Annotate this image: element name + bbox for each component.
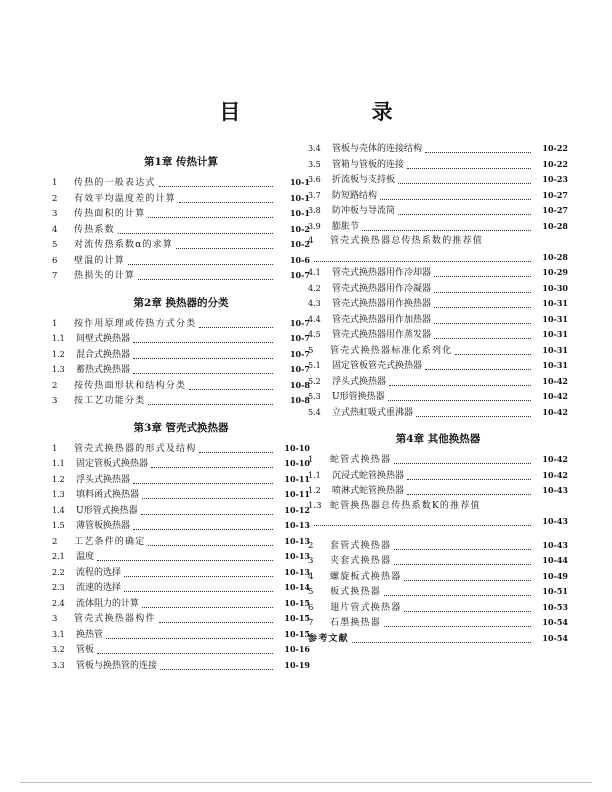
toc-entry-page: 10-1 <box>289 192 310 203</box>
dot-leader <box>176 240 273 249</box>
toc-entry[interactable] <box>52 549 310 565</box>
dot-leader <box>97 552 273 561</box>
toc-entry-page: 10-30 <box>542 282 568 293</box>
toc-entry-label: 流体阻力的计算 <box>76 598 140 609</box>
toc-entry-label: 对流传热系数α的求算 <box>74 240 174 250</box>
toc-entry-number: 3.1 <box>52 629 65 639</box>
toc-entry-page: 10-43 <box>542 485 568 495</box>
toc-entry-label: 壁温的计算 <box>74 255 126 266</box>
dot-leader <box>106 630 273 639</box>
toc-entry-page: 10-42 <box>542 406 568 417</box>
toc-entry-page: 10-13 <box>284 566 310 577</box>
toc-entry-label: 固定管板式换热器 <box>76 459 149 469</box>
toc-entry-label: 传热系数 <box>74 224 115 235</box>
toc-entry-page: 10-8 <box>289 379 310 390</box>
toc-entry-number: 1.3 <box>52 490 65 499</box>
toc-entry-page: 10-23 <box>542 174 568 184</box>
toc-entry-number: 5 <box>308 345 314 356</box>
toc-entry-page: 10-31 <box>542 313 568 324</box>
dot-leader <box>314 253 531 262</box>
dot-leader <box>142 599 273 608</box>
toc-entry-label: 管壳式换热器用作冷却器 <box>332 268 432 278</box>
toc-entry-number: 2 <box>52 380 58 391</box>
toc-entry-label: 套管式换热器 <box>330 540 392 551</box>
toc-entry[interactable] <box>52 175 310 191</box>
dot-leader <box>434 330 531 339</box>
chapter-heading[interactable]: 第1章 传热计算 <box>144 156 218 168</box>
toc-entry-page: 10-7 <box>289 364 310 374</box>
toc-entry-label: 夹套式换热器 <box>330 556 392 566</box>
toc-entry-page: 10-10 <box>284 442 310 453</box>
toc-entry-label: 蛇管换热器总传热系数K的推荐值 <box>330 500 481 511</box>
toc-entry[interactable] <box>308 483 568 499</box>
toc-entry[interactable] <box>52 268 310 284</box>
toc-entry[interactable] <box>52 393 310 409</box>
toc-entry[interactable] <box>52 222 310 238</box>
toc-entry-label: 沉浸式蛇管换热器 <box>332 470 405 481</box>
toc-entry[interactable] <box>52 596 310 612</box>
toc-entry-page: 10-42 <box>542 454 568 464</box>
toc-entry-label: 管壳式换热器用作换热器 <box>332 299 432 309</box>
toc-entry-number: 3 <box>52 614 58 624</box>
toc-entry-page: 10-54 <box>542 617 568 627</box>
toc-entry-number: 4.1 <box>308 268 321 277</box>
toc-left-column <box>52 143 310 673</box>
toc-entry-label: 管壳式换热器用作蒸发器 <box>332 330 432 340</box>
toc-entry[interactable] <box>52 191 310 207</box>
toc-entry[interactable] <box>52 472 310 488</box>
toc-entry-number: 5.4 <box>308 407 321 417</box>
toc-entry-number: 2.4 <box>52 598 65 608</box>
toc-entry-label: 传热的一般表达式 <box>74 178 156 188</box>
toc-entry-label: 管板与换热管的连接 <box>76 660 158 671</box>
toc-entry[interactable] <box>52 565 310 581</box>
toc-entry[interactable] <box>52 253 310 269</box>
toc-entry[interactable] <box>52 206 310 222</box>
dot-leader <box>384 587 531 596</box>
toc-entry-page: 10-27 <box>542 205 568 215</box>
toc-entry-number: 5 <box>52 240 58 250</box>
toc-entry-page: 10-31 <box>542 360 568 370</box>
toc-entry[interactable] <box>308 374 568 390</box>
toc-entry-number: 3 <box>52 209 58 219</box>
toc-entry-label: 石墨换热器 <box>330 618 382 628</box>
toc-entry-page: 10-13 <box>284 551 310 561</box>
toc-entry-number: 3.6 <box>308 175 321 184</box>
toc-entry-label: 膨胀节 <box>332 221 360 232</box>
toc-entry-page: 10-8 <box>289 395 310 405</box>
dot-leader <box>133 475 273 484</box>
toc-entry[interactable] <box>52 580 310 596</box>
dot-leader <box>404 603 531 612</box>
toc-entry-label: 温度 <box>76 552 95 562</box>
dot-leader <box>138 271 273 280</box>
toc-entry-number: 5.1 <box>308 361 321 370</box>
toc-entry-label: 管板与壳体的连接结构 <box>332 144 423 154</box>
toc-entry-number: 1 <box>308 455 314 465</box>
toc-entry-number: 4 <box>308 236 314 246</box>
toc-entry-page: 10-44 <box>542 555 568 565</box>
toc-entry-number: 1.1 <box>52 459 65 468</box>
toc-entry-label: 换热管 <box>76 629 104 640</box>
toc-entry-page: 10-22 <box>542 158 568 169</box>
toc-entry[interactable] <box>308 265 568 281</box>
toc-entry-number: 1 <box>52 443 58 454</box>
toc-entry-continuation <box>308 250 568 266</box>
toc-entry[interactable] <box>52 487 310 503</box>
dot-leader <box>141 506 273 515</box>
toc-entry-page: 10-27 <box>542 189 568 200</box>
toc-entry-number: 1 <box>52 318 58 329</box>
toc-entry-label: 混合式换热器 <box>76 349 131 360</box>
dot-leader <box>199 444 273 453</box>
dot-leader <box>425 144 531 153</box>
toc-entry-number: 3 <box>52 396 58 406</box>
toc-entry-number: 4.4 <box>308 314 321 324</box>
dot-leader <box>407 471 531 480</box>
toc-entry[interactable] <box>52 456 310 472</box>
toc-entry-continuation <box>308 514 568 530</box>
toc-entry[interactable] <box>308 296 568 312</box>
toc-entry-number: 4.2 <box>308 283 321 293</box>
toc-entry-label: 管壳式换热器构件 <box>74 614 156 624</box>
toc-entry[interactable] <box>308 499 568 515</box>
toc-entry-number: 2 <box>52 193 58 204</box>
toc-entry[interactable] <box>308 358 568 374</box>
toc-entry-page: 10-2 <box>289 239 310 249</box>
dot-leader <box>97 645 273 654</box>
dot-leader <box>362 222 531 231</box>
toc-entry-label: U形管换热器 <box>332 392 385 402</box>
dot-leader <box>189 381 273 390</box>
toc-entry-number: 3 <box>308 556 314 566</box>
toc-entry-number: 5.2 <box>308 376 321 386</box>
toc-entry-page: 10-14 <box>284 582 310 592</box>
toc-entry-page: 10-22 <box>542 143 568 153</box>
references-label: 参考文献 <box>308 633 349 644</box>
dot-leader <box>148 209 273 218</box>
toc-entry-page: 10-53 <box>542 601 568 612</box>
toc-entry-page: 10-42 <box>542 375 568 386</box>
toc-entry[interactable] <box>52 503 310 519</box>
dot-leader <box>148 396 273 405</box>
dot-leader <box>133 334 273 343</box>
toc-entry-page: 10-31 <box>542 298 568 308</box>
toc-entry-label: 蛇管式换热器 <box>330 455 392 465</box>
toc-entry-label: 热损失的计算 <box>74 271 136 281</box>
toc-entry[interactable] <box>308 172 568 188</box>
toc-entry-label: 喷淋式蛇管换热器 <box>332 486 405 496</box>
toc-entry-page: 10-7 <box>289 333 310 343</box>
dot-leader <box>388 392 531 401</box>
toc-entry-page: 10-28 <box>542 251 568 262</box>
toc-entry-number: 5 <box>308 587 314 597</box>
dot-leader <box>455 346 531 355</box>
dot-leader <box>394 455 531 464</box>
toc-entry-number: 4 <box>52 224 58 235</box>
toc-entry[interactable] <box>308 468 568 484</box>
toc-entry-number: 6 <box>52 255 58 266</box>
toc-entry[interactable] <box>52 378 310 394</box>
toc-entry[interactable] <box>52 534 310 550</box>
dot-leader <box>416 408 531 417</box>
toc-entry-number: 4.3 <box>308 299 321 308</box>
toc-entry[interactable] <box>52 642 310 658</box>
spacer <box>308 530 568 538</box>
toc-entry-number: 1 <box>52 178 58 188</box>
toc-entry[interactable] <box>52 347 310 363</box>
toc-entry[interactable] <box>308 188 568 204</box>
toc-entry-label: 管壳式换热器总传热系数的推荐值 <box>330 236 484 246</box>
toc-entry-page: 10-42 <box>542 469 568 480</box>
toc-entry-page: 10-11 <box>284 473 310 484</box>
toc-entry[interactable] <box>308 569 568 585</box>
toc-entry-page: 10-49 <box>542 570 568 581</box>
toc-entry[interactable] <box>52 611 310 627</box>
dot-leader <box>434 268 531 277</box>
toc-entry-number: 6 <box>308 602 314 613</box>
dot-leader <box>398 206 531 215</box>
dot-leader <box>434 284 531 293</box>
toc-entry-number: 5.3 <box>308 392 321 401</box>
dot-leader <box>407 160 531 169</box>
toc-entry-label: 传热面积的计算 <box>74 209 146 219</box>
toc-entry-page: 10-1 <box>289 177 310 187</box>
dot-leader <box>434 315 531 324</box>
toc-entry-page: 10-2 <box>289 223 310 234</box>
dot-leader <box>133 365 273 374</box>
toc-entry[interactable] <box>308 389 568 405</box>
toc-entry-label: 板式换热器 <box>330 587 382 597</box>
dot-leader <box>128 256 273 265</box>
toc-entry-page: 10-28 <box>542 220 568 231</box>
toc-entry-label: 管壳式换热器标准化系列化 <box>330 345 453 356</box>
toc-entry-label: 浮头式换热器 <box>76 474 131 485</box>
dot-leader <box>124 568 273 577</box>
dot-leader <box>133 350 273 359</box>
toc-entry[interactable] <box>52 627 310 643</box>
toc-entry-page: 10-1 <box>289 208 310 218</box>
toc-entry-page: 10-12 <box>284 504 310 515</box>
toc-entry-number: 1.1 <box>52 334 65 343</box>
dot-leader <box>404 572 531 581</box>
toc-entry-page: 10-13 <box>284 520 310 530</box>
toc-entry-number: 1.5 <box>52 521 65 530</box>
toc-entry-page: 10-42 <box>542 391 568 401</box>
toc-entry-page: 10-31 <box>542 344 568 355</box>
toc-entry-number: 2 <box>52 536 58 547</box>
toc-entry-label: 流程的选择 <box>76 567 122 578</box>
toc-entry-page: 10-15 <box>284 613 310 623</box>
toc-entry-label: 填料函式换热器 <box>76 490 140 500</box>
toc-entry-label: 间壁式换热器 <box>76 334 131 344</box>
toc-entry-label: U形管式换热器 <box>76 505 138 516</box>
toc-entry[interactable] <box>308 203 568 219</box>
toc-entry-page: 10-43 <box>542 539 568 550</box>
toc-entry-number: 4.5 <box>308 330 321 339</box>
toc-entry[interactable] <box>308 615 568 631</box>
toc-entry-label: 管壳式换热器用作冷凝器 <box>332 283 432 294</box>
toc-entry-number: 3.8 <box>308 206 321 215</box>
toc-entry[interactable] <box>308 157 568 173</box>
dot-leader <box>179 194 273 203</box>
toc-entry-label: 防冲板与导流筒 <box>332 206 396 216</box>
toc-entry-page: 10-15 <box>284 628 310 639</box>
dot-leader <box>133 521 273 530</box>
page-bottom-rule <box>20 782 592 783</box>
references-entry[interactable] <box>308 631 568 647</box>
toc-entry[interactable] <box>308 312 568 328</box>
dot-leader <box>199 319 273 328</box>
toc-entry-number: 1.3 <box>52 365 65 374</box>
toc-entry-label: 按作用原理或传热方式分类 <box>74 318 197 329</box>
toc-entry-label: 薄管板换热器 <box>76 521 131 531</box>
toc-entry-number: 1.1 <box>308 470 321 480</box>
toc-entry-label: 折流板与支持板 <box>332 175 396 185</box>
toc-entry[interactable] <box>308 452 568 468</box>
toc-entry-label: 管壳式换热器用作加热器 <box>332 314 432 325</box>
dot-leader <box>124 583 273 592</box>
toc-entry[interactable] <box>308 538 568 554</box>
toc-entry[interactable] <box>308 281 568 297</box>
toc-entry[interactable] <box>308 584 568 600</box>
dot-leader <box>394 541 531 550</box>
toc-entry[interactable] <box>52 441 310 457</box>
toc-entry-number: 2.2 <box>52 567 65 577</box>
toc-entry-number: 3.3 <box>52 660 65 670</box>
toc-entry[interactable] <box>52 316 310 332</box>
chapter-heading[interactable]: 第4章 其他换热器 <box>395 433 481 445</box>
toc-entry-label: 浮头式换热器 <box>332 376 387 387</box>
toc-entry-number: 2 <box>308 540 314 551</box>
toc-entry-label: 翅片管式换热器 <box>330 602 402 613</box>
toc-entry-label: 管板 <box>76 645 95 655</box>
toc-entry-number: 3.5 <box>308 159 321 169</box>
chapter-heading[interactable]: 第2章 换热器的分类 <box>133 296 229 309</box>
toc-entry-number: 2.3 <box>52 583 65 592</box>
toc-entry-page: 10-10 <box>284 458 310 468</box>
toc-entry[interactable] <box>308 600 568 616</box>
dot-leader <box>118 225 273 234</box>
toc-entry-page: 10-29 <box>542 267 568 277</box>
toc-entry-label: 工艺条件的确定 <box>74 536 146 547</box>
dot-leader <box>159 178 273 187</box>
toc-entry-page: 10-16 <box>284 644 310 654</box>
toc-entry-label: 按工艺功能分类 <box>74 396 146 406</box>
toc-entry-number: 1.4 <box>52 505 65 515</box>
toc-entry-page: 10-15 <box>284 597 310 608</box>
dot-leader <box>380 191 531 200</box>
dot-leader <box>398 175 531 184</box>
toc-entry-number: 7 <box>52 271 58 281</box>
toc-entry[interactable] <box>308 327 568 343</box>
toc-entry-label: 管箱与管板的连接 <box>332 159 405 170</box>
toc-entry-label: 管壳式换热器的形式及结构 <box>74 443 197 454</box>
toc-entry-page: 10-7 <box>289 270 310 280</box>
toc-entry-label: 立式热虹吸式重沸器 <box>332 407 414 418</box>
toc-entry-label: 流速的选择 <box>76 583 122 593</box>
dot-leader <box>160 661 273 670</box>
toc-entry-page: 10-13 <box>284 535 310 546</box>
toc-entry-page: 10-43 <box>542 516 568 526</box>
dot-leader <box>314 517 531 526</box>
toc-entry[interactable] <box>52 518 310 534</box>
dot-leader <box>159 614 273 623</box>
toc-entry-number: 1.2 <box>52 474 65 484</box>
toc-entry-page: 10-11 <box>284 489 310 499</box>
toc-entry[interactable] <box>52 362 310 378</box>
toc-entry-number: 1.2 <box>52 349 65 359</box>
toc-entry-page: 10-6 <box>289 254 310 265</box>
toc-entry[interactable] <box>308 343 568 359</box>
dot-leader <box>434 299 531 308</box>
dot-leader <box>352 634 531 643</box>
toc-entry[interactable] <box>52 237 310 253</box>
dot-leader <box>407 486 531 495</box>
toc-entry-label: 按传热面形状和结构分类 <box>74 380 187 391</box>
toc-entry-number: 3.4 <box>308 144 321 153</box>
toc-entry-page: 10-7 <box>289 348 310 359</box>
dot-leader <box>148 537 273 546</box>
toc-entry[interactable] <box>308 234 568 250</box>
toc-entry-number: 3.2 <box>52 645 65 654</box>
toc-entry-page: 10-51 <box>542 586 568 596</box>
references-page: 10-54 <box>542 632 568 643</box>
toc-entry-label: 蓄热式换热器 <box>76 365 131 375</box>
toc-entry-number: 3.9 <box>308 221 321 231</box>
toc-entry-number: 1.3 <box>308 500 322 511</box>
dot-leader <box>151 459 273 468</box>
toc-right-column <box>308 141 568 646</box>
toc-entry-page: 10-7 <box>289 317 310 328</box>
toc-entry[interactable] <box>308 141 568 157</box>
toc-entry-label: 有效平均温度差的计算 <box>74 193 177 204</box>
toc-entry-number: 4 <box>308 571 314 582</box>
dot-leader <box>142 490 273 499</box>
toc-entry-number: 3.7 <box>308 190 321 200</box>
toc-entry-label: 防短路结构 <box>332 190 378 201</box>
toc-entry[interactable] <box>52 658 310 674</box>
dot-leader <box>425 361 531 370</box>
toc-entry-page: 10-19 <box>284 659 310 670</box>
toc-entry[interactable] <box>308 405 568 421</box>
toc-entry-label: 螺旋板式换热器 <box>330 571 402 582</box>
toc-entry[interactable] <box>52 331 310 347</box>
toc-entry[interactable] <box>308 553 568 569</box>
toc-entry-label: 固定管板管壳式换热器 <box>332 361 423 371</box>
dot-leader <box>384 618 531 627</box>
toc-entry-number: 7 <box>308 618 314 628</box>
dot-leader <box>394 556 531 565</box>
dot-leader <box>389 377 531 386</box>
toc-entry-number: 2.1 <box>52 552 65 561</box>
toc-entry-page: 10-31 <box>542 329 568 339</box>
toc-entry-number: 1.2 <box>308 486 321 495</box>
chapter-heading[interactable]: 第3章 管壳式换热器 <box>133 421 229 434</box>
toc-entry[interactable] <box>308 219 568 235</box>
page-title: 目 录 <box>219 99 455 124</box>
